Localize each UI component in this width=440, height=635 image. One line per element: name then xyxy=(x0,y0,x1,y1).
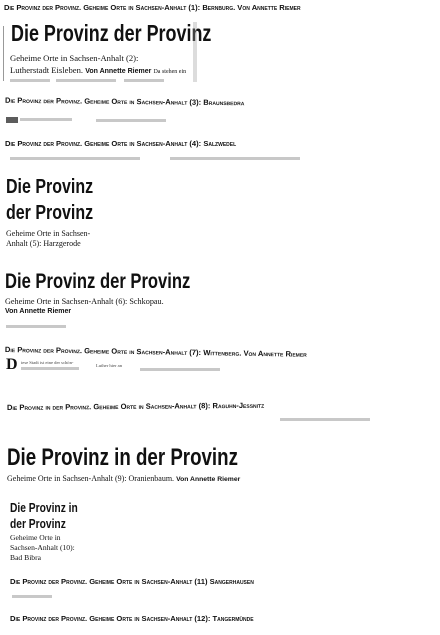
clip5-subline1: Geheime Orte in Sachsen- xyxy=(6,229,91,238)
clip1-headline: Die Provinz der Provinz xyxy=(11,20,212,46)
clip11-text-fragment xyxy=(12,595,52,598)
clip1-subline: Geheime Orte in Sachsen-Anhalt (2): xyxy=(10,53,139,63)
clip1-trailing: Da stehen ein xyxy=(153,69,187,75)
clip10-subline3: Bad Bibra xyxy=(10,553,42,562)
clip11-header: Die Provinz der Provinz. Geheime Orte in Sachsen-Anhalt (11) Sangerhausen xyxy=(10,577,254,586)
clip10-headline-line2: der Provinz xyxy=(10,517,66,531)
clip1-place-line xyxy=(10,65,186,75)
clip10-subline1: Geheime Orte in xyxy=(10,533,61,542)
clip3-text-fragment xyxy=(20,118,72,121)
clip8-header: Die Provinz in der Provinz. Geheime Orte in Sachsen-Anhalt (8): Raguhn-Jessnitz xyxy=(7,400,265,412)
clip5-headline-line1: Die Provinz xyxy=(6,176,94,198)
clip7-header: Die Provinz der Provinz. Geheime Orte in Sachsen-Anhalt (7): Wittenberg. Von Annette Riemer xyxy=(4,345,307,359)
clip3-dropcap xyxy=(6,117,18,123)
clip6-headline: Die Provinz der Provinz xyxy=(5,270,191,293)
clip3-text-fragment xyxy=(96,119,166,122)
clip1-place: Lutherstadt Eisleben. xyxy=(10,65,84,75)
clip10-headline-line1: Die Provinz in xyxy=(10,501,78,515)
clip3-header: Die Provinz der Provinz. Geheime Orte in Sachsen-Anhalt (3): Braunsbedra xyxy=(4,95,245,108)
clip4-text-fragment xyxy=(10,157,140,160)
clip10-subline2: Sachsen-Anhalt (10): xyxy=(10,543,75,552)
clip7-text-fragment xyxy=(21,367,79,370)
clip12-header: Die Provinz der Provinz. Geheime Orte in Sachsen-Anhalt (12): Tangermünde xyxy=(10,614,254,623)
clip9-subline-line xyxy=(7,474,240,483)
clip5-subline2: Anhalt (5): Harzgerode xyxy=(6,239,81,248)
clip1-text-fragment xyxy=(10,79,50,82)
clip6-text-fragment xyxy=(6,325,66,328)
column-rule xyxy=(3,26,4,81)
clip7-text-fragment1: iese Stadt ist eine der schön- xyxy=(21,360,74,365)
clip7-text-fragment2: Luther hier an xyxy=(96,363,123,368)
clip9-subline: Geheime Orte in Sachsen-Anhalt (9): Oranienbaum. xyxy=(7,474,175,483)
clip1-text-fragment xyxy=(124,79,164,82)
clip1-text-fragment xyxy=(56,79,116,82)
clip9-headline: Die Provinz in der Provinz xyxy=(7,444,238,471)
clip4-header: Die Provinz der Provinz. Geheime Orte in Sachsen-Anhalt (4): Salzwedel xyxy=(5,139,237,148)
clip7-dropcap: D xyxy=(6,356,18,373)
clip9-author: Von Annette Riemer xyxy=(176,476,241,483)
clip7-text-fragment xyxy=(140,368,220,371)
clip8-text-fragment xyxy=(280,418,370,421)
clip6-subline: Geheime Orte in Sachsen-Anhalt (6): Schkopau. xyxy=(5,297,164,306)
clip5-headline-line2: der Provinz xyxy=(6,202,94,224)
clip1-author: Von Annette Riemer xyxy=(85,68,152,75)
clip1-header: Die Provinz der Provinz. Geheime Orte in Sachsen-Anhalt (1): Bernburg. Von Annette Riemer xyxy=(4,3,301,12)
clip1-side-column xyxy=(193,22,197,82)
clip6-author: Von Annette Riemer xyxy=(5,308,72,315)
clip4-text-fragment xyxy=(170,157,300,160)
